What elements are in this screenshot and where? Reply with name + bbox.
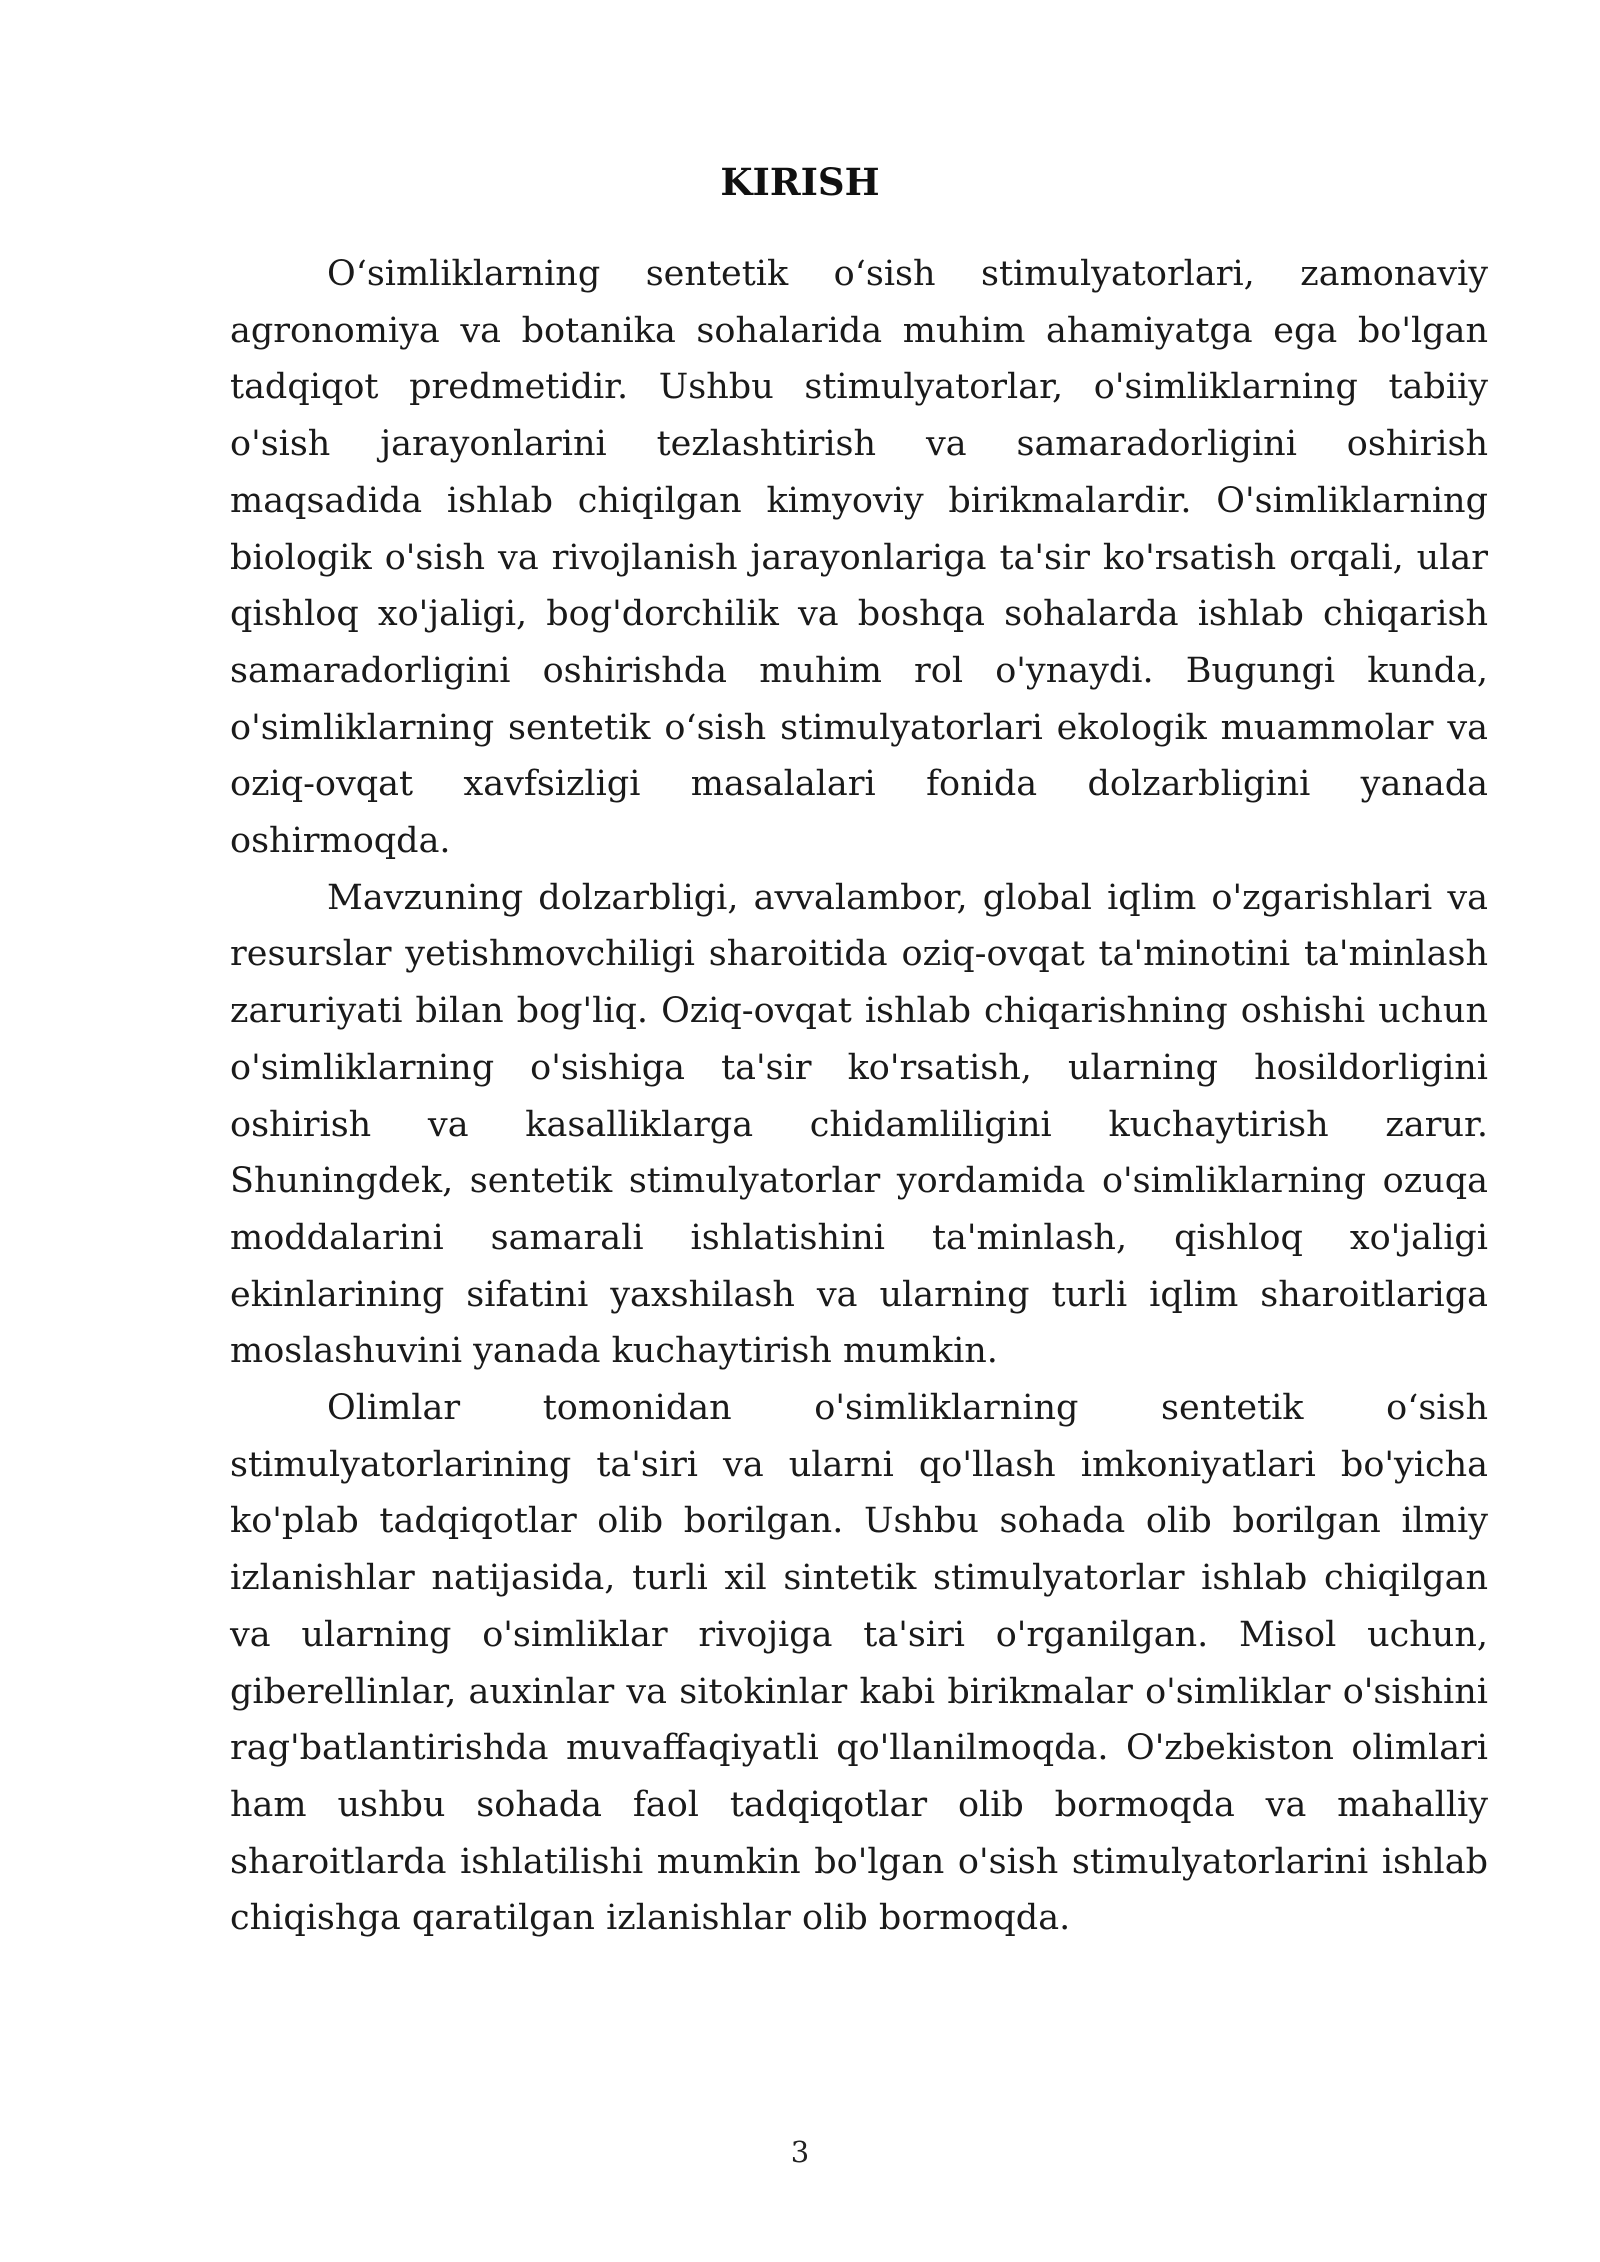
paragraph-research: Olimlar tomonidan o'simliklarning sentetik o‘sish stimulyatorlarining ta'siri va ularni qo'llash imkoniyatlari bo'yicha ko'plab tadqiqotlar olib borilgan. Ushbu sohada olib borilgan ilmiy izlanishlar natijasida, turli xil sintetik stimulyatorlar ishlab chiqilgan va ularning o'simliklar rivojiga ta'siri o'rganilgan. Misol uchun, giberellinlar, auxinlar va sitokinlar kabi birikmalar o'simliklar o'sishini rag'batlantirishda muvaffaqiyatli qo'llanilmoqda. O'zbekiston olimlari ham ushbu sohada faol tadqiqotlar olib bormoqda va mahalliy sharoitlarda ishlatilishi mumkin bo'lgan o'sish stimulyatorlarini ishlab chiqishga qaratilgan izlanishlar olib bormoqda. <box>230 1388 1488 1939</box>
body-text <box>230 246 1488 1947</box>
paragraph-relevance: Mavzuning dolzarbligi, avvalambor, global iqlim o'zgarishlari va resurslar yetishmovchiligi sharoitida oziq-ovqat ta'minotini ta'minlash zaruriyati bilan bog'liq. Oziq-ovqat ishlab chiqarishning oshishi uchun o'simliklarning o'sishiga ta'sir ko'rsatish, ularning hosildorligini oshirish va kasalliklarga chidamliligini kuchaytirish zarur. Shuningdek, sentetik stimulyatorlar yordamida o'simliklarning ozuqa moddalarini samarali ishlatishini ta'minlash, qishloq xo'jaligi ekinlarining sifatini yaxshilash va ularning turli iqlim sharoitlariga moslashuvini yanada kuchaytirish mumkin. <box>230 877 1488 1372</box>
section-title: KIRISH <box>720 160 880 204</box>
paragraph-introduction: O‘simliklarning sentetik o‘sish stimulyatorlari, zamonaviy agronomiya va botanika sohalarida muhim ahamiyatga ega bo'lgan tadqiqot predmetidir. Ushbu stimulyatorlar, o'simliklarning tabiiy o'sish jarayonlarini tezlashtirish va samaradorligini oshirish maqsadida ishlab chiqilgan kimyoviy birikmalardir. O'simliklarning biologik o'sish va rivojlanish jarayonlariga ta'sir ko'rsatish orqali, ular qishloq xo'jaligi, bog'dorchilik va boshqa sohalarda ishlab chiqarish samaradorligini oshirishda muhim rol o'ynaydi. Bugungi kunda, o'simliklarning sentetik o‘sish stimulyatorlari ekologik muammolar va oziq-ovqat xavfsizligi masalalari fonida dolzarbligini yanada oshirmoqda. <box>230 254 1488 862</box>
page-number: 3 <box>790 2135 810 2169</box>
